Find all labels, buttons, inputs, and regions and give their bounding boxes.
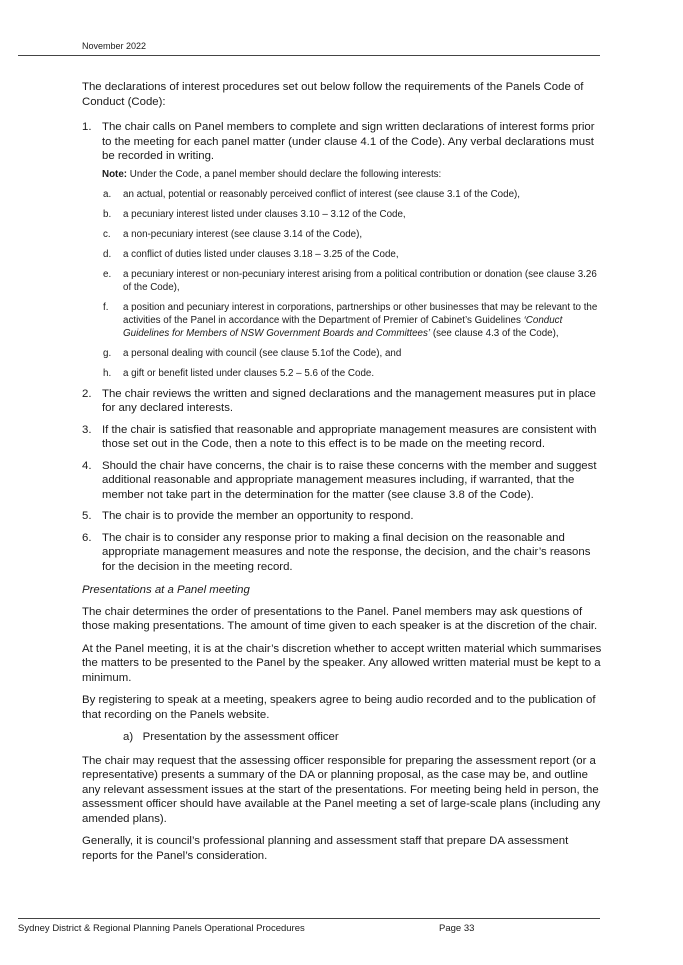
interest-letter: a.: [103, 188, 112, 200]
interest-item: [82, 367, 602, 380]
header-date: November 2022: [82, 41, 147, 51]
interest-letter: c.: [103, 228, 111, 240]
paragraph: By registering to speak at a meeting, speakers agree to being audio recorded and to the publication of that recording on the Panels website.: [82, 694, 596, 721]
paragraph: Generally, it is council’s professional planning and assessment staff that prepare DA assessment reports for the Panel’s consideration.: [82, 835, 569, 862]
footer-title: Sydney District & Regional Planning Panels Operational Procedures: [18, 923, 305, 934]
interest-text: a gift or benefit listed under clauses 5.2 – 5.6 of the Code.: [123, 367, 375, 379]
step-text: Should the chair have concerns, the chair is to raise these concerns with the member and suggest additional reasonable and appropriate management measures including, if warranted, that the member not take part in the determination for the matter (see clause 3.8 of the Code).: [102, 459, 597, 501]
step-item: [82, 459, 602, 503]
interest-letter: g.: [103, 347, 112, 359]
interest-item: [82, 248, 602, 261]
step-item: [82, 531, 602, 575]
interest-item: [82, 208, 602, 221]
step-item: [82, 387, 602, 416]
paragraph: At the Panel meeting, it is at the chair’s discretion whether to accept written material which summarises the matters to be presented to the Panel by the speaker. Any allowed written material must be kept to a minimum.: [82, 642, 602, 684]
note-label: Note:: [102, 168, 128, 180]
step-number: 5.: [82, 510, 92, 522]
interest-text: a pecuniary interest or non-pecuniary interest arising from a political contribution or donation (see clause 3.26 of the Code),: [123, 268, 597, 293]
step-number: 6.: [82, 531, 92, 544]
step-text: The chair is to provide the member an opportunity to respond.: [102, 510, 414, 522]
step-item: [82, 509, 602, 524]
step-item: [82, 120, 602, 181]
interest-letter: e.: [103, 268, 112, 280]
interest-text-before: a position and pecuniary interest in corporations, partnerships or other businesses that may be relevant to the activities of the Panel in accordance with the Department of Premier of Cabinet’s Guidelines: [123, 301, 598, 326]
interest-item: [82, 301, 602, 340]
step-number: 3.: [82, 423, 92, 436]
interest-letter: d.: [103, 248, 112, 260]
intro-paragraph: The declarations of interest procedures set out below follow the requirements of the Panels Code of Conduct (Code):: [82, 81, 584, 108]
interest-text: a conflict of duties listed under clauses 3.18 – 3.25 of the Code,: [123, 248, 399, 260]
header-divider: [18, 55, 600, 56]
interest-text-after: (see clause 4.3 of the Code),: [430, 327, 559, 339]
page-number: Page 33: [439, 923, 475, 934]
subheading-item: a) Presentation by the assessment officer: [123, 731, 339, 743]
paragraph: The chair may request that the assessing officer responsible for preparing the assessment report (or a representative) presents a summary of the DA or planning proposal, as the case may be, and outline any relevant assessment issues at the start of the presentations. For meeting being held in person, the assessment officer should have available at the Panel meeting a set of large-scale plans (including any amended plans).: [82, 754, 601, 825]
step-text: The chair calls on Panel members to complete and sign written declarations of interest forms prior to the meeting for each panel matter (under clause 4.1 of the Code). Any verbal declarations must be recorded in writing.: [102, 121, 595, 162]
paragraph: The chair determines the order of presentations to the Panel. Panel members may ask questions of those making presentations. The amount of time given to each speaker is at the discretion of the chair.: [82, 605, 598, 632]
step-text: The chair is to consider any response prior to making a final decision on the reasonable and appropriate management measures and note the response, the decision, and the chair’s reasons for the decision in the meeting record.: [102, 531, 591, 573]
interest-letter: b.: [103, 208, 112, 220]
interest-text: an actual, potential or reasonably perceived conflict of interest (see clause 3.1 of the Code),: [123, 188, 521, 200]
section-heading: Presentations at a Panel meeting: [82, 584, 250, 596]
step-item: [82, 423, 602, 452]
interest-text: a pecuniary interest listed under clauses 3.10 – 3.12 of the Code,: [123, 208, 406, 220]
step-number: 2.: [82, 387, 92, 400]
guidelines-title: ‘Conduct Guidelines for Members of NSW Government Boards and Committees’: [123, 314, 563, 339]
step-number: 4.: [82, 459, 92, 472]
footer-divider: [18, 918, 600, 919]
note-text: Under the Code, a panel member should declare the following interests:: [129, 168, 442, 180]
interest-text: a personal dealing with council (see clause 5.1of the Code), and: [123, 347, 402, 359]
step-text: The chair reviews the written and signed declarations and the management measures put in place for any declared interests.: [102, 387, 596, 414]
step-number: 1.: [82, 121, 92, 133]
interest-item: [82, 347, 602, 360]
page-content: [82, 80, 602, 871]
interest-item: [82, 228, 602, 241]
note-paragraph: [102, 168, 602, 181]
interest-item: [82, 268, 602, 294]
interest-letter: f.: [103, 301, 109, 313]
interest-text: a non-pecuniary interest (see clause 3.14 of the Code),: [123, 228, 363, 240]
interest-item: [82, 188, 602, 201]
step-text: If the chair is satisfied that reasonable and appropriate management measures are consistent with those set out in the Code, then a note to this effect is to be made on the meeting record.: [102, 423, 597, 450]
interest-letter: h.: [103, 367, 112, 379]
